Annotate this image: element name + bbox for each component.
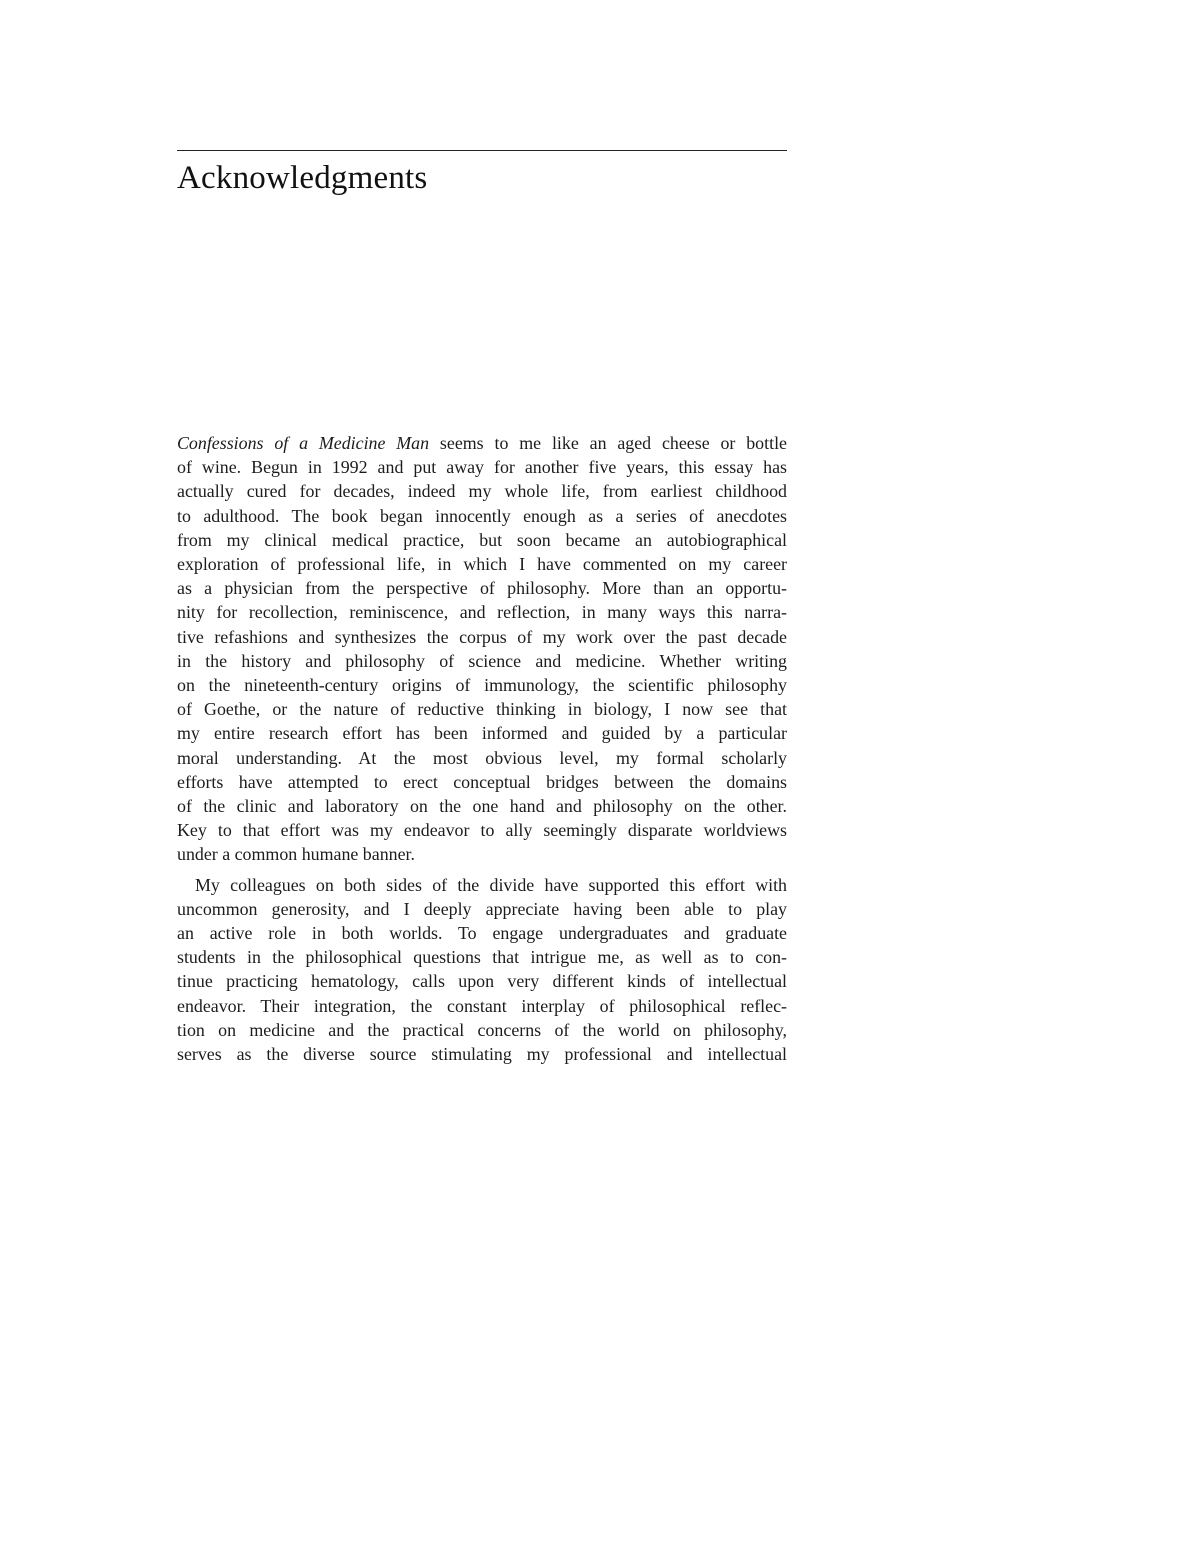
text-line: tinue practicing hematology, calls upon very different kinds of intellectual (177, 969, 787, 993)
text-line: in the history and philosophy of science and medicine. Whether writing (177, 649, 787, 673)
text-line: on the nineteenth-century origins of immunology, the scientific philosophy (177, 673, 787, 697)
text-line: of Goethe, or the nature of reductive thinking in biology, I now see that (177, 697, 787, 721)
text-line: Key to that effort was my endeavor to ally seemingly disparate worldviews (177, 818, 787, 842)
book-title: Confessions of a Medicine Man (177, 433, 429, 453)
text-line: moral understanding. At the most obvious level, my formal scholarly (177, 746, 787, 770)
paragraph-1 (177, 431, 787, 867)
text-line: My colleagues on both sides of the divide have supported this effort with (177, 873, 787, 897)
text-line: tive refashions and synthesizes the corpus of my work over the past decade (177, 625, 787, 649)
chapter-rule (177, 150, 787, 151)
text-line: students in the philosophical questions that intrigue me, as well as to con- (177, 945, 787, 969)
text-line: from my clinical medical practice, but soon became an autobiographical (177, 528, 787, 552)
text-line: efforts have attempted to erect conceptual bridges between the domains (177, 770, 787, 794)
text-line: endeavor. Their integration, the constant interplay of philosophical reflec- (177, 994, 787, 1018)
text-line: an active role in both worlds. To engage undergraduates and graduate (177, 921, 787, 945)
chapter-title: Acknowledgments (177, 158, 427, 198)
text-line: serves as the diverse source stimulating my professional and intellectual (177, 1042, 787, 1066)
text-line-rest: seems to me like an aged cheese or bottle (429, 433, 787, 453)
text-line: as a physician from the perspective of philosophy. More than an opportu- (177, 576, 787, 600)
body-text (177, 431, 787, 1066)
text-line: actually cured for decades, indeed my whole life, from earliest childhood (177, 479, 787, 503)
text-line: uncommon generosity, and I deeply appreciate having been able to play (177, 897, 787, 921)
text-line: my entire research effort has been informed and guided by a particular (177, 721, 787, 745)
text-line (177, 431, 787, 455)
text-line: nity for recollection, reminiscence, and reflection, in many ways this narra- (177, 600, 787, 624)
text-line: to adulthood. The book began innocently enough as a series of anecdotes (177, 504, 787, 528)
text-line: under a common humane banner. (177, 842, 787, 866)
text-line: of the clinic and laboratory on the one hand and philosophy on the other. (177, 794, 787, 818)
paragraph-2 (177, 873, 787, 1067)
text-line: exploration of professional life, in which I have commented on my career (177, 552, 787, 576)
text-line: tion on medicine and the practical concerns of the world on philosophy, (177, 1018, 787, 1042)
text-line: of wine. Begun in 1992 and put away for another five years, this essay has (177, 455, 787, 479)
